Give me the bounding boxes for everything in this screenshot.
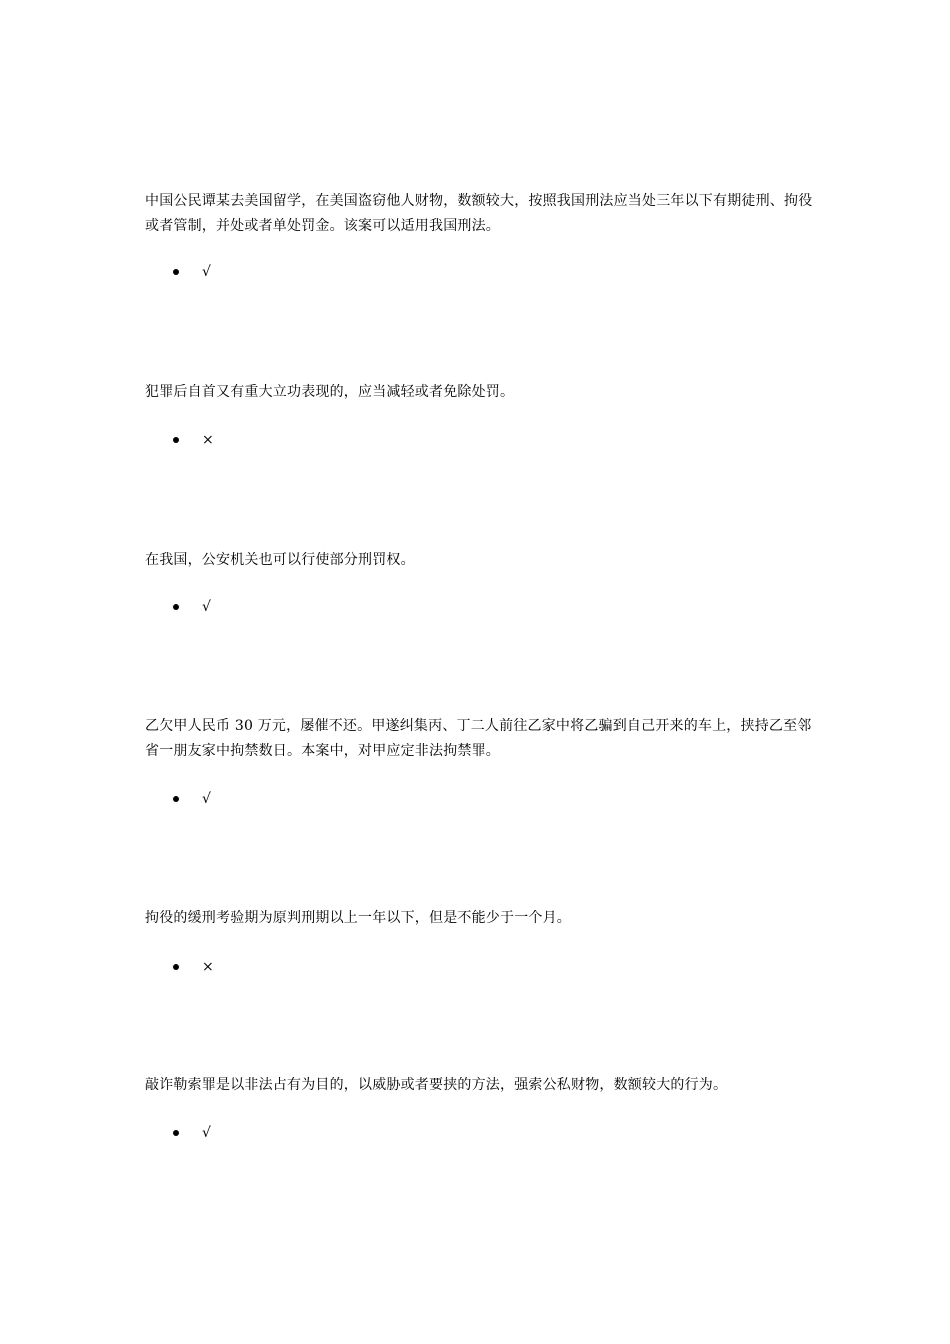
question-1-text: 中国公民谭某去美国留学，在美国盗窃他人财物，数额较大，按照我国刑法应当处三年以下有期徒刑、拘役或者管制，并处或者单处罚金。该案可以适用我国刑法。 <box>145 193 813 234</box>
answer-1 <box>173 262 211 282</box>
answer-1-mark: √ <box>202 264 211 280</box>
bullet-icon <box>173 437 179 443</box>
bullet-icon <box>173 964 179 970</box>
answer-5 <box>173 957 214 977</box>
question-4-text: 乙欠甲人民币 30 万元，屡催不还。甲遂纠集丙、丁二人前往乙家中将乙骗到自己开来的车上，挟持乙至邻省一朋友家中拘禁数日。本案中，对甲应定非法拘禁罪。 <box>145 718 812 759</box>
bullet-icon <box>173 269 179 275</box>
answer-5-mark: × <box>202 959 214 975</box>
answer-3-mark: √ <box>202 599 211 615</box>
question-5-text: 拘役的缓刑考验期为原判刑期以上一年以下，但是不能少于一个月。 <box>145 910 571 926</box>
question-3-text: 在我国，公安机关也可以行使部分刑罚权。 <box>145 552 415 568</box>
answer-6 <box>173 1123 211 1143</box>
bullet-icon <box>173 1130 179 1136</box>
answer-4 <box>173 789 211 809</box>
answer-3 <box>173 597 211 617</box>
answer-2 <box>173 430 214 450</box>
answer-6-mark: √ <box>202 1125 211 1141</box>
bullet-icon <box>173 604 179 610</box>
question-6-text: 敲诈勒索罪是以非法占有为目的，以威胁或者要挟的方法，强索公私财物，数额较大的行为。 <box>145 1077 728 1093</box>
question-2-text: 犯罪后自首又有重大立功表现的，应当减轻或者免除处罚。 <box>145 384 515 400</box>
answer-4-mark: √ <box>202 791 211 807</box>
bullet-icon <box>173 796 179 802</box>
answer-2-mark: × <box>202 432 214 448</box>
